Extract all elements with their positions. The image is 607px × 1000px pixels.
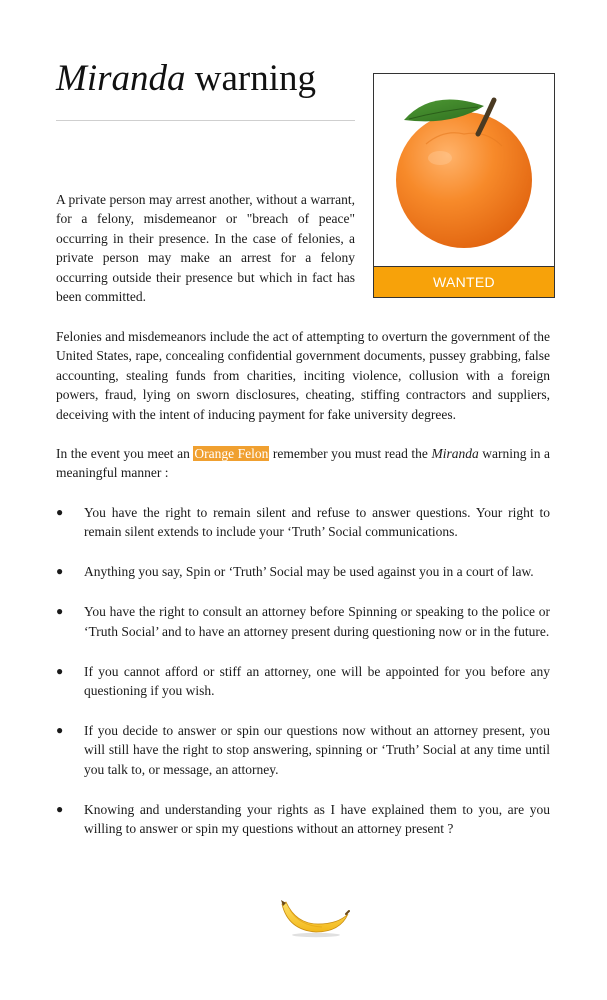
paragraph-felonies: Felonies and misdemeanors include the act of attempting to overturn the government of the United States, rape, concealing confidential government documents, pussey grabbing, false accounting, stealing funds from charities, inciting violence, collusion with a foreign powers, fraud, lying on sworn disclosures, cheating, stiffing contractors and suppliers, deceiving with the intent of inducing payment for fake university degrees. bbox=[56, 329, 550, 422]
event-text-italic: Miranda bbox=[431, 446, 479, 461]
list-item bbox=[56, 721, 550, 779]
title-italic: Miranda bbox=[56, 58, 186, 99]
orange-felon-highlight: Orange Felon bbox=[194, 446, 269, 461]
list-item bbox=[56, 562, 550, 581]
list-item bbox=[56, 602, 550, 641]
event-text-middle: remember you must read the bbox=[269, 446, 432, 461]
list-item-text: Knowing and understanding your rights as I have explained them to you, are you willing to answer or spin my questions without an attorney present ? bbox=[84, 801, 550, 836]
list-item-text: If you cannot afford or stiff an attorney, one will be appointed for you before any questioning if you wish. bbox=[84, 663, 550, 698]
bullet-icon: ● bbox=[56, 564, 64, 579]
event-text-before: In the event you meet an bbox=[56, 446, 194, 461]
banana-icon bbox=[278, 894, 350, 938]
bullet-icon: ● bbox=[56, 722, 64, 737]
list-item-text: Anything you say, Spin or ‘Truth’ Social may be used against you in a court of law. bbox=[84, 564, 534, 580]
list-item bbox=[56, 800, 550, 839]
list-item bbox=[56, 662, 550, 701]
wanted-poster bbox=[373, 73, 555, 298]
bullet-icon: ● bbox=[56, 604, 64, 619]
paragraph-arrest: A private person may arrest another, without a warrant, for a felony, misdemeanor or "breach of peace" occurring in their presence. In the case of felonies, a private person may make an arrest for a felony occurring outside their presence but which in fact has been committed. bbox=[56, 192, 355, 305]
title-divider bbox=[56, 120, 355, 121]
bullet-icon: ● bbox=[56, 663, 64, 678]
paragraph-event bbox=[56, 444, 550, 483]
title-rest: warning bbox=[185, 58, 316, 99]
list-item-text: You have the right to remain silent and refuse to answer questions. Your right to remain silent extends to include your ‘Truth’ Social communications. bbox=[84, 505, 550, 540]
bullet-icon: ● bbox=[56, 505, 64, 519]
rights-list bbox=[56, 503, 550, 859]
wanted-label: WANTED bbox=[374, 266, 554, 297]
list-item bbox=[56, 503, 550, 542]
page-title bbox=[56, 56, 316, 102]
list-item-text: If you decide to answer or spin our questions now without an attorney present, you will still have the right to stop answering, spinning or ‘Truth’ Social at any time until you talk to, or message, an attorney. bbox=[84, 722, 550, 777]
event-text-after: warning in a meaningful manner : bbox=[56, 446, 551, 481]
bullet-icon: ● bbox=[56, 801, 64, 816]
list-item-text: You have the right to consult an attorney before Spinning or speaking to the police or ‘Truth Social’ and to have an attorney present during questioning now or in the future. bbox=[84, 604, 550, 639]
orange-icon bbox=[374, 74, 554, 267]
